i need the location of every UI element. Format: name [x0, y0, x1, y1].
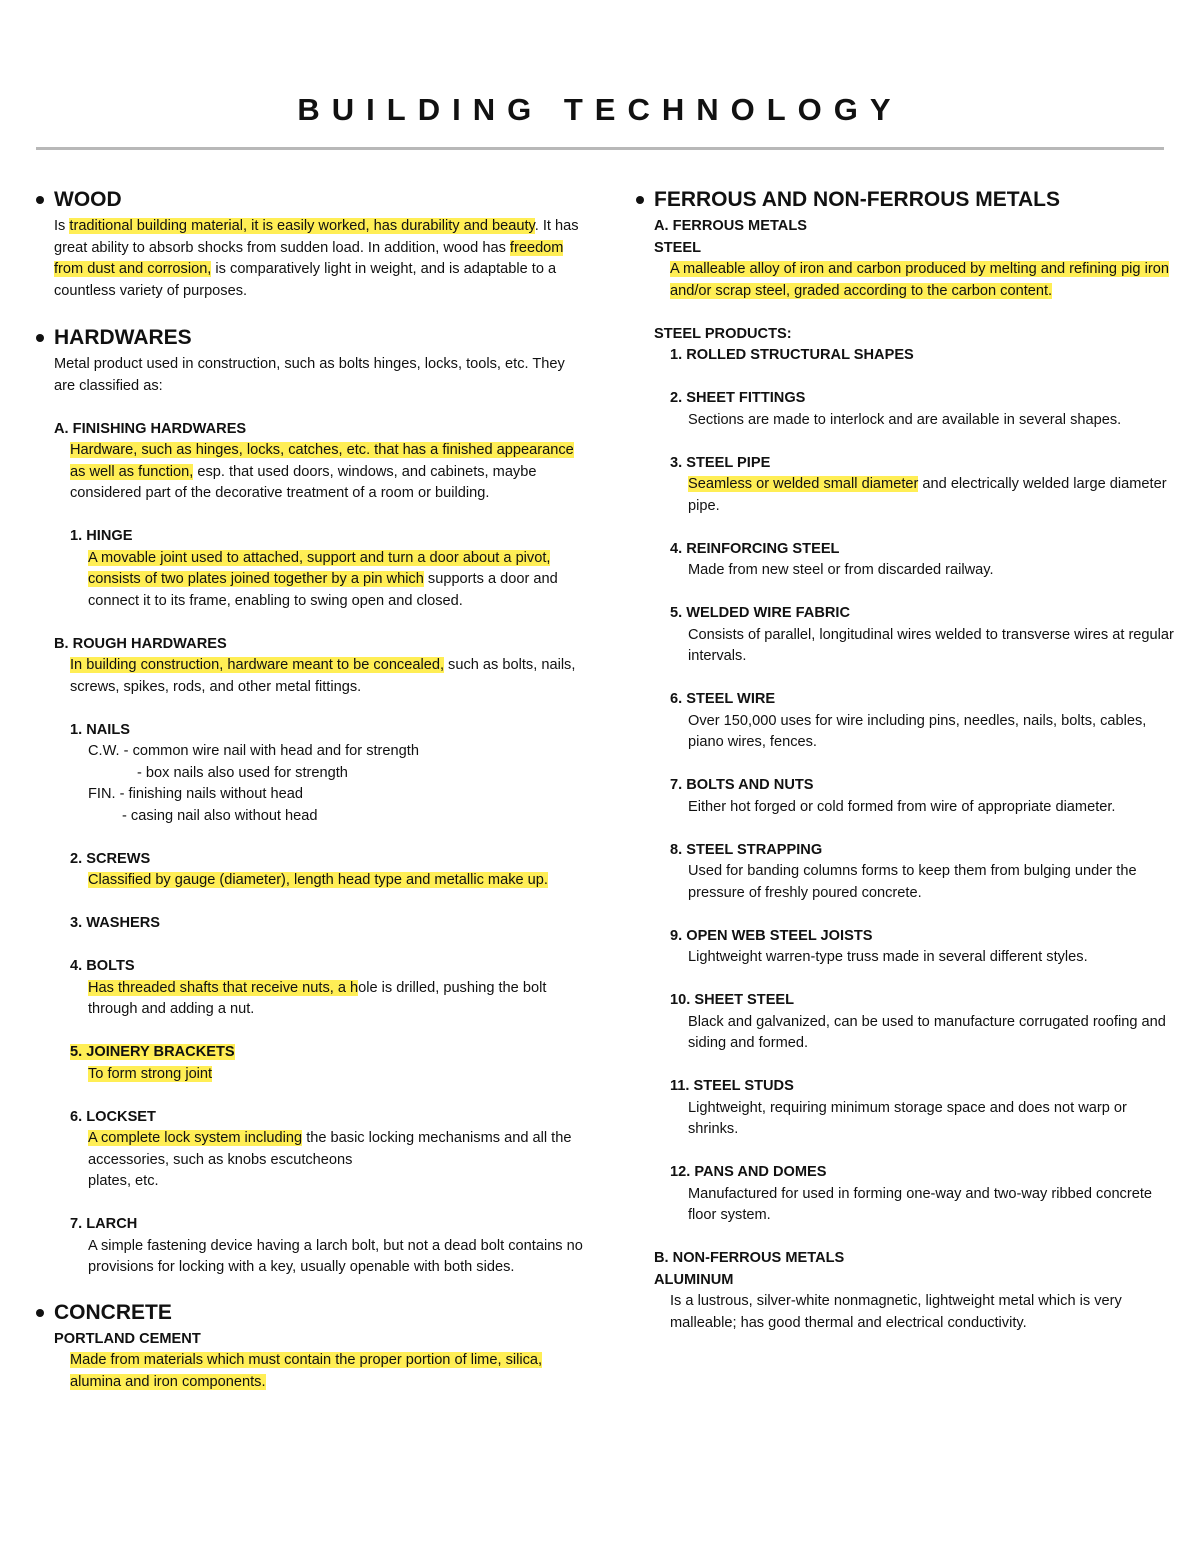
product-text: Seamless or welded small diameter and electrically welded large diameter pipe.	[688, 476, 1167, 514]
joinery-label	[70, 1042, 584, 1064]
hinge-label: 1. HINGE	[70, 528, 133, 544]
hardwares-intro: Metal product used in construction, such as bolts hinges, locks, tools, etc. They are classified as:	[54, 356, 565, 394]
product-label: 9. OPEN WEB STEEL JOISTS	[670, 927, 873, 944]
highlight: Seamless or welded small diameter	[688, 476, 919, 492]
highlight: Hardware, such as hinges, locks, catches, etc. that has a finished appearance as well as function,	[70, 442, 574, 480]
steel-label: STEEL	[654, 239, 702, 256]
highlight: A complete lock system including	[88, 1130, 303, 1146]
steel-products-list	[634, 345, 1174, 1248]
screws-text	[88, 870, 584, 892]
wood-body: Is traditional building material, it is easily worked, has durability and beauty. It has great ability to absorb shocks from sudden load. In addition, wood has freedom from dust and corrosion, is comparatively light in weight, and is adaptable to a countless variety of purposes.	[54, 218, 579, 299]
rough-text: In building construction, hardware meant to be concealed, such as bolts, nails, screws, spikes, rods, and other metal fittings.	[70, 657, 576, 695]
nails-line: FIN. - finishing nails without head	[88, 786, 303, 802]
product-text: Sections are made to interlock and are available in several shapes.	[688, 411, 1122, 428]
product-label: 1. ROLLED STRUCTURAL SHAPES	[670, 347, 914, 363]
product-label: 11. STEEL STUDS	[670, 1078, 794, 1094]
bolts-text: Has threaded shafts that receive nuts, a hole is drilled, pushing the bolt through and adding a nut.	[88, 979, 547, 1017]
bullet-icon	[636, 196, 644, 204]
larch-label: 7. LARCH	[70, 1216, 138, 1232]
lockset-text: A complete lock system including the basic locking mechanisms and all the accessories, such as knobs escutcheons	[88, 1130, 572, 1168]
concrete-section	[34, 1299, 584, 1394]
product-text: Used for banding columns forms to keep them from bulging under the pressure of freshly poured concrete.	[688, 863, 1137, 901]
lockset-text-2: plates, etc.	[88, 1173, 159, 1189]
product-text: Lightweight warren-type truss made in several different styles.	[688, 949, 1088, 965]
concrete-text	[70, 1350, 584, 1393]
nails-line: - box nails also used for strength	[137, 764, 348, 781]
screws-label: 2. SCREWS	[70, 850, 151, 867]
joinery-text	[88, 1064, 584, 1086]
product-label: 7. BOLTS AND NUTS	[670, 777, 814, 793]
metals-section	[634, 186, 1174, 1334]
product-label: 10. SHEET STEEL	[670, 992, 795, 1008]
hardwares-heading: HARDWARES	[34, 324, 584, 352]
product-label: 6. STEEL WIRE	[670, 691, 776, 707]
product-label: 12. PANS AND DOMES	[670, 1164, 827, 1180]
nails-line: - casing nail also without head	[122, 807, 318, 824]
right-column	[634, 186, 1174, 1348]
bolts-label: 4. BOLTS	[70, 958, 135, 974]
highlight: A movable joint used to attached, support and turn a door about a pivot, consists of two plates joined together by a pin which	[88, 549, 551, 587]
finishing-label: A. FINISHING HARDWARES	[54, 420, 247, 437]
product-label: 2. SHEET FITTINGS	[670, 390, 806, 406]
highlight: A malleable alloy of iron and carbon produced by melting and refining pig iron and/or scrap steel, graded according to the carbon content.	[670, 261, 1169, 299]
product-text: Either hot forged or cold formed from wire of appropriate diameter.	[688, 798, 1116, 815]
product-label: 8. STEEL STRAPPING	[670, 841, 823, 858]
steel-text	[670, 259, 1174, 302]
nails-line: C.W. - common wire nail with head and for strength	[88, 743, 419, 759]
product-label: 4. REINFORCING STEEL	[670, 540, 840, 557]
highlight: Made from materials which must contain the proper portion of lime, silica, alumina and iron components.	[70, 1352, 543, 1390]
washers-label: 3. WASHERS	[70, 915, 161, 931]
rough-label: B. ROUGH HARDWARES	[54, 635, 227, 652]
hardwares-section	[34, 324, 584, 1279]
highlight: Classified by gauge (diameter), length head type and metallic make up.	[88, 872, 548, 888]
highlight: traditional building material, it is easily worked, has durability and beauty	[69, 218, 535, 234]
products-label: STEEL PRODUCTS:	[654, 325, 792, 342]
larch-text: A simple fastening device having a larch bolt, but not a dead bolt contains no provisions for locking with a key, usually openable with both sides.	[88, 1237, 583, 1275]
lockset-label: 6. LOCKSET	[70, 1108, 156, 1125]
highlight: To form strong joint	[88, 1065, 213, 1082]
bullet-icon	[36, 1309, 44, 1317]
highlight: Has threaded shafts that receive nuts, a h	[88, 979, 359, 996]
product-label: 3. STEEL PIPE	[670, 454, 771, 471]
highlight: 5. JOINERY BRACKETS	[70, 1044, 235, 1060]
left-column	[34, 186, 584, 1407]
product-text: Consists of parallel, longitudinal wires welded to transverse wires at regular intervals.	[688, 626, 1174, 664]
product-text: Manufactured for used in forming one-way and two-way ribbed concrete floor system.	[688, 1185, 1152, 1223]
wood-heading: WOOD	[34, 186, 584, 214]
product-text: Over 150,000 uses for wire including pins, needles, nails, bolts, cables, piano wires, fences.	[688, 712, 1147, 750]
title-divider	[36, 147, 1164, 150]
hinge-text: A movable joint used to attached, support and turn a door about a pivot, consists of two plates joined together by a pin which supports a door and connect it to its frame, enabling to swing open and closed.	[88, 549, 558, 609]
aluminum-text: Is a lustrous, silver-white nonmagnetic, lightweight metal which is very malleable; has good thermal and electrical conductivity.	[670, 1293, 1122, 1331]
finishing-text: Hardware, such as hinges, locks, catches, etc. that has a finished appearance as well as function, esp. that used doors, windows, and cabinets, maybe considered part of the decorative treatment of a room or building.	[70, 442, 574, 501]
highlight: freedom from dust and corrosion,	[54, 239, 564, 277]
ferrous-label: A. FERROUS METALS	[654, 218, 807, 234]
product-text: Lightweight, requiring minimum storage space and does not warp or shrinks.	[688, 1099, 1127, 1137]
product-text: Black and galvanized, can be used to manufacture corrugated roofing and siding and formed.	[688, 1013, 1166, 1051]
bullet-icon	[36, 334, 44, 342]
metals-heading: FERROUS AND NON-FERROUS METALS	[634, 186, 1174, 214]
nails-label: 1. NAILS	[70, 721, 131, 738]
bullet-icon	[36, 196, 44, 204]
product-label: 5. WELDED WIRE FABRIC	[670, 605, 850, 621]
nonferrous-label: B. NON-FERROUS METALS	[654, 1250, 845, 1266]
aluminum-label: ALUMINUM	[654, 1271, 734, 1288]
concrete-heading: CONCRETE	[34, 1299, 584, 1327]
page-title: BUILDING TECHNOLOGY	[297, 92, 903, 127]
product-text: Made from new steel or from discarded railway.	[688, 562, 994, 578]
highlight: In building construction, hardware meant to be concealed,	[70, 657, 444, 673]
portland-label: PORTLAND CEMENT	[54, 1330, 201, 1347]
wood-section	[34, 186, 584, 302]
